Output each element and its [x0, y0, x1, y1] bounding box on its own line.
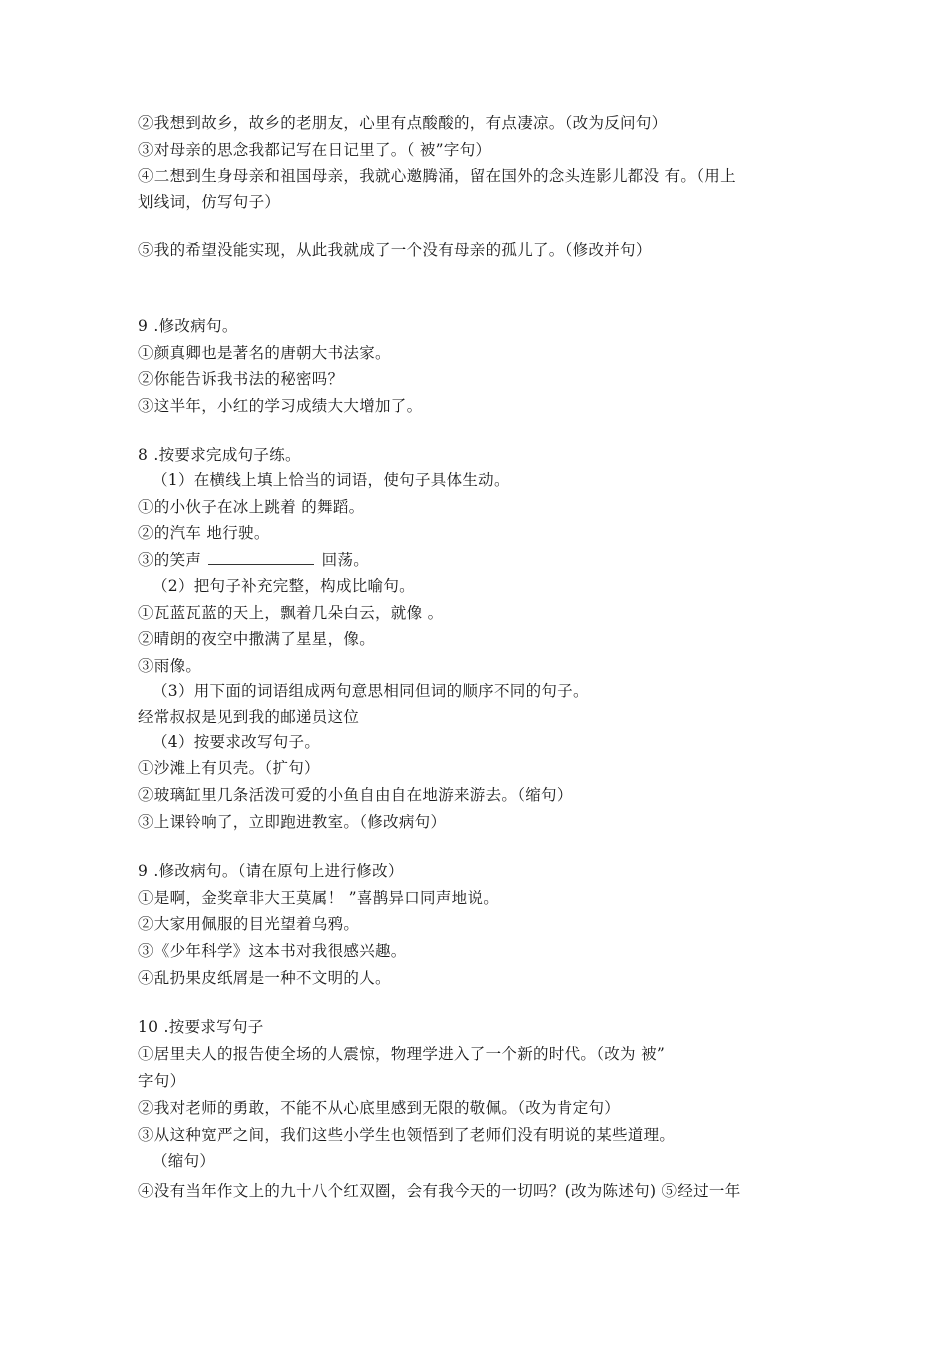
section-title: 9 .修改病句。（请在原句上进行修改） [138, 862, 404, 880]
list-item: ①瓦蓝瓦蓝的天上，飘着几朵白云，就像 。 [138, 604, 444, 622]
list-item: ②晴朗的夜空中撒满了星星，像。 [138, 630, 376, 648]
list-item: ②玻璃缸里几条活泼可爱的小鱼自由自在地游来游去。（缩句） [138, 786, 573, 804]
list-item: ①的小伙子在冰上跳着 的舞蹈。 [138, 498, 365, 516]
list-item: ②的汽车 地行驶。 [138, 524, 270, 542]
fill-in-blank [208, 550, 314, 565]
text-line: ②我对老师的勇敢，不能不从心底里感到无限的敬佩。（改为肯定句） [138, 1099, 621, 1117]
text-line: ④二想到生身母亲和祖国母亲，我就心邀腾涌，留在国外的念头连影儿都没 有。（用上 [138, 167, 736, 185]
section-title: 8 .按要求完成句子练。 [138, 446, 301, 464]
text-line: （缩句） [152, 1152, 216, 1170]
text-line: ③对母亲的思念我都记写在日记里了。（ 被”字句） [138, 141, 492, 159]
text-line: ③从这种宽严之间，我们这些小学生也领悟到了老师们没有明说的某些道理。 [138, 1126, 676, 1144]
section-title: 10 .按要求写句子 [138, 1018, 264, 1036]
text-line: 划线词，仿写句子） [138, 193, 281, 211]
list-item: ①颜真卿也是著名的唐朝大书法家。 [138, 344, 391, 362]
word-list: 经常叔叔是见到我的邮递员这位 [138, 708, 360, 726]
text-line: ⑤我的希望没能实现，从此我就成了一个没有母亲的孤儿了。（修改并句） [138, 241, 652, 259]
list-item: ③这半年，小红的学习成绩大大增加了。 [138, 397, 423, 415]
list-item: ②大家用佩服的目光望着乌鸦。 [138, 915, 360, 933]
item-text-after: 回荡。 [321, 551, 370, 569]
section-title: 9 .修改病句。 [138, 317, 238, 335]
text-line: ②我想到故乡，故乡的老朋友，心里有点酸酸的，有点凄凉。（改为反问句） [138, 114, 668, 132]
list-item: ④乱扔果皮纸屑是一种不文明的人。 [138, 969, 391, 987]
subsection-title: （4）按要求改写句子。 [152, 733, 321, 751]
text-line: ④没有当年作文上的九十八个红双圈，会有我今天的一切吗？(改为陈述句) ⑤经过一年 [138, 1182, 741, 1200]
list-item: ③雨像。 [138, 657, 202, 675]
text-line: ①居里夫人的报告使全场的人震惊，物理学进入了一个新的时代。（改为 被” [138, 1045, 666, 1063]
item-text-before: ③的笑声 [138, 551, 202, 569]
subsection-title: （1）在横线上填上恰当的词语，使句子具体生动。 [152, 471, 510, 489]
list-item: ①沙滩上有贝壳。（扩句） [138, 759, 320, 777]
list-item: ①是啊，金奖章非大王莫属！ ”喜鹊异口同声地说。 [138, 889, 500, 907]
text-line: 字句） [138, 1072, 186, 1090]
list-item: ③《少年科学》这本书对我很感兴趣。 [138, 942, 407, 960]
list-item [138, 550, 818, 570]
subsection-title: （2）把句子补充完整，构成比喻句。 [152, 577, 415, 595]
list-item: ③上课铃响了，立即跑进教室。（修改病句） [138, 813, 447, 831]
list-item: ②你能告诉我书法的秘密吗？ [138, 370, 344, 388]
subsection-title: （3）用下面的词语组成两句意思相同但词的顺序不同的句子。 [152, 682, 589, 700]
